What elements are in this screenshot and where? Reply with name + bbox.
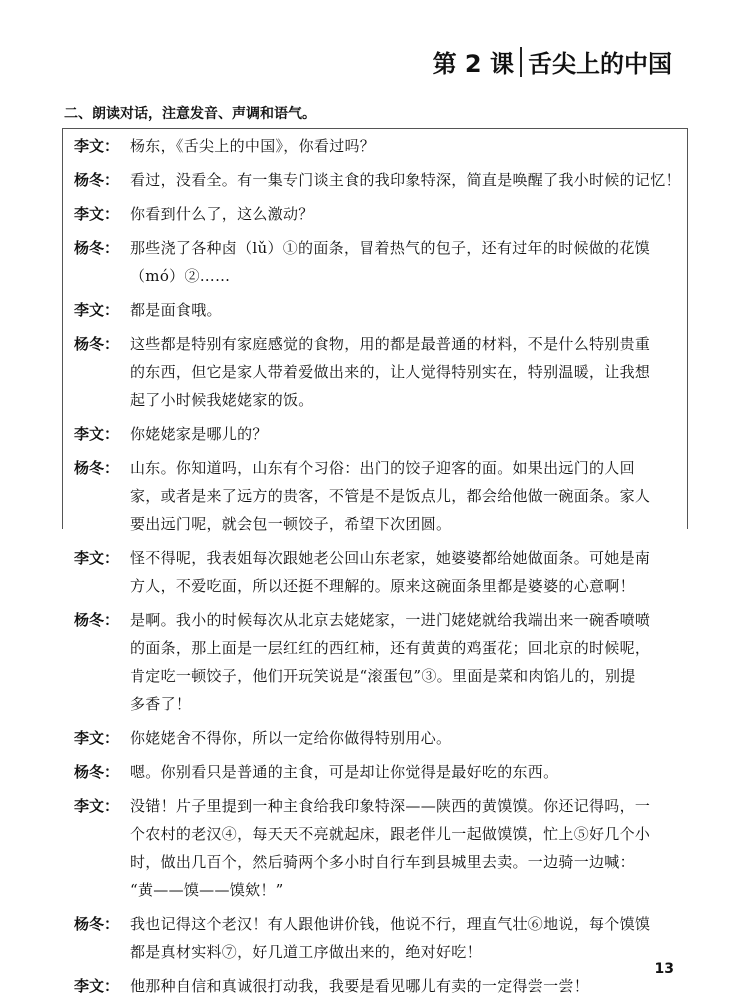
dialogue-row (74, 724, 682, 752)
speaker-label: 李文： (74, 425, 120, 443)
dialogue-row (74, 420, 682, 448)
dialogue-row (74, 972, 682, 1000)
dialogue-line: 你姥姥家是哪儿的？ (130, 425, 268, 443)
speaker-label: 杨冬： (74, 915, 120, 933)
dialogue-row (74, 132, 682, 160)
dialogue-row (74, 544, 682, 600)
dialogue-line: 没错！片子里提到一种主食给我印象特深——陕西的黄馍馍。你还记得吗，一 个农村的老汉④，每天天不亮就起床，跟老伴儿一起做馍馍，忙上⑤好几个小 时，做出几百个，然后骑两个多小时自行车到县城里去卖。一边骑一边喊： “黄——馍——馍欸！” (130, 797, 651, 899)
speaker-label: 杨冬： (74, 239, 120, 257)
page-number: 13 (654, 961, 674, 977)
speaker-label: 李文： (74, 549, 120, 567)
dialogue-line: 这些都是特别有家庭感觉的食物，用的都是最普通的材料，不是什么特别贵重 的东西，但它是家人带着爱做出来的，让人觉得特别实在，特别温暖，让我想 起了小时候我姥姥家的饭。 (130, 335, 651, 409)
dialogue-row (74, 606, 682, 718)
speaker-label: 李文： (74, 301, 120, 319)
dialogue-row (74, 910, 682, 966)
dialogue-row (74, 234, 682, 290)
speaker-label: 李文： (74, 205, 120, 223)
dialogue-line: 他那种自信和真诚很打动我，我要是看见哪儿有卖的一定得尝一尝！ (130, 977, 590, 995)
speaker-label: 李文： (74, 797, 120, 815)
dialogue-line: 我也记得这个老汉！有人跟他讲价钱，他说不行，理直气壮⑥地说，每个馍馍 都是真材实料⑦，好几道工序做出来的，绝对好吃！ (130, 915, 651, 961)
dialogue-line: 嗯。你别看只是普通的主食，可是却让你觉得是最好吃的东西。 (130, 763, 559, 781)
section-title: 二、朗读对话，注意发音、声调和语气。 (64, 106, 316, 122)
dialogue-row (74, 330, 682, 414)
dialogue-line: 都是面食哦。 (130, 301, 222, 319)
speaker-label: 李文： (74, 137, 120, 155)
dialogue-row (74, 200, 682, 228)
speaker-label: 杨冬： (74, 459, 120, 477)
header-divider (520, 47, 522, 77)
dialogue-row (74, 296, 682, 324)
dialogue-line: 山东。你知道吗，山东有个习俗：出门的饺子迎客的面。如果出远门的人回 家，或者是来了远方的贵客，不管是不是饭点儿，都会给他做一碗面条。家人 要出远门呢，就会包一顿饺子，希望下次团圆。 (130, 459, 651, 533)
dialogue-line: 你姥姥舍不得你，所以一定给你做得特别用心。 (130, 729, 452, 747)
dialogue-row (74, 166, 682, 194)
lesson-header (433, 44, 672, 79)
dialogue-line: 杨东，《舌尖上的中国》，你看过吗？ (130, 137, 376, 155)
lesson-title: 舌尖上的中国 (528, 50, 672, 78)
dialogue-line: 是啊。我小的时候每次从北京去姥姥家，一进门姥姥就给我端出来一碗香喷喷 的面条，那上面是一层红红的西红柿，还有黄黄的鸡蛋花；回北京的时候呢， 肯定吃一顿饺子，他们开玩笑说是“滚蛋包”③。里面是菜和肉馅儿的，别提 多香了！ (130, 611, 651, 713)
dialogue-line: 看过，没看全。有一集专门谈主食的我印象特深，简直是唤醒了我小时候的记忆！ (130, 171, 681, 189)
speaker-label: 杨冬： (74, 335, 120, 353)
speaker-label: 杨冬： (74, 763, 120, 781)
dialogue-row (74, 758, 682, 786)
speaker-label: 李文： (74, 977, 120, 995)
dialogue-line: 你看到什么了，这么激动？ (130, 205, 314, 223)
dialogue-line: 那些浇了各种卤（lǔ）①的面条，冒着热气的包子，还有过年的时候做的花馍 （mó）②…… (130, 239, 650, 285)
speaker-label: 杨冬： (74, 611, 120, 629)
speaker-label: 杨冬： (74, 171, 120, 189)
dialogue-line: 怪不得呢，我表姐每次跟她老公回山东老家，她婆婆都给她做面条。可她是南 方人，不爱吃面，所以还挺不理解的。原来这碗面条里都是婆婆的心意啊！ (130, 549, 651, 595)
dialogue (74, 132, 682, 1006)
lesson-number: 第 2 课 (432, 50, 514, 78)
dialogue-row (74, 792, 682, 904)
speaker-label: 李文： (74, 729, 120, 747)
dialogue-row (74, 454, 682, 538)
